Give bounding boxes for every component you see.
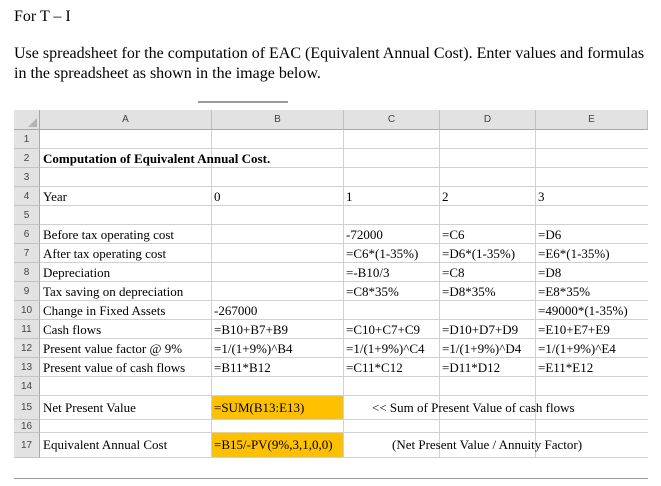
cell-a13[interactable]: Present value of cash flows bbox=[43, 360, 186, 375]
cell-a6[interactable]: Before tax operating cost bbox=[43, 227, 175, 242]
gridline bbox=[40, 419, 648, 420]
row-header-1[interactable]: 1 bbox=[14, 130, 40, 149]
cell-b15[interactable]: =SUM(B13:E13) bbox=[214, 400, 305, 415]
cell-a15[interactable]: Net Present Value bbox=[43, 400, 136, 415]
title-cell[interactable]: Computation of Equivalent Annual Cost. bbox=[43, 151, 271, 166]
cell-b11[interactable]: =B10+B7+B9 bbox=[214, 322, 289, 337]
cell-e12[interactable]: =1/(1+9%)^E4 bbox=[538, 341, 616, 356]
row-header-11[interactable]: 11 bbox=[14, 320, 40, 339]
cell-d12[interactable]: =1/(1+9%)^D4 bbox=[442, 341, 522, 356]
cell-b13[interactable]: =B11*B12 bbox=[214, 360, 271, 375]
cell-c13[interactable]: =C11*C12 bbox=[346, 360, 403, 375]
cell-b10[interactable]: -267000 bbox=[214, 303, 258, 318]
cell-c11[interactable]: =C10+C7+C9 bbox=[346, 322, 421, 337]
page-heading: For T – I bbox=[14, 8, 71, 25]
spreadsheet bbox=[14, 110, 648, 458]
cell-a17[interactable]: Equivalent Annual Cost bbox=[43, 437, 168, 452]
cell-a11[interactable]: Cash flows bbox=[43, 322, 102, 337]
gridline bbox=[40, 281, 648, 282]
row-header-4[interactable]: 4 bbox=[14, 187, 40, 206]
row-header-13[interactable]: 13 bbox=[14, 358, 40, 377]
cell-e10[interactable]: =49000*(1-35%) bbox=[538, 303, 628, 318]
gridline bbox=[40, 357, 648, 358]
cell-b17[interactable]: =B15/-PV(9%,3,1,0,0) bbox=[214, 437, 333, 452]
row-header-14[interactable]: 14 bbox=[14, 377, 40, 396]
column-header-b[interactable]: B bbox=[212, 110, 344, 130]
cell-e4[interactable]: 3 bbox=[538, 189, 545, 204]
cell-c8[interactable]: =-B10/3 bbox=[346, 265, 390, 280]
gridline bbox=[40, 395, 648, 396]
row-header-3[interactable]: 3 bbox=[14, 168, 40, 187]
cell-e7[interactable]: =E6*(1-35%) bbox=[538, 246, 610, 261]
row-header-15[interactable]: 15 bbox=[14, 396, 40, 420]
column-header-e[interactable]: E bbox=[536, 110, 648, 130]
cell-a10[interactable]: Change in Fixed Assets bbox=[43, 303, 166, 318]
cell-d11[interactable]: =D10+D7+D9 bbox=[442, 322, 519, 337]
cell-d8[interactable]: =C8 bbox=[442, 265, 465, 280]
cell-d13[interactable]: =D11*D12 bbox=[442, 360, 501, 375]
row-header-16[interactable]: 16 bbox=[14, 420, 40, 433]
bottom-divider bbox=[14, 478, 648, 479]
gridline bbox=[40, 205, 648, 206]
cell-c6[interactable]: -72000 bbox=[346, 227, 383, 242]
cell-d6[interactable]: =C6 bbox=[442, 227, 465, 242]
gridline bbox=[40, 262, 648, 263]
cell-a4[interactable]: Year bbox=[43, 189, 67, 204]
select-all-corner[interactable] bbox=[14, 110, 40, 130]
row-header-10[interactable]: 10 bbox=[14, 301, 40, 320]
cell-c7[interactable]: =C6*(1-35%) bbox=[346, 246, 419, 261]
cell-e9[interactable]: =E8*35% bbox=[538, 284, 591, 299]
row-header-9[interactable]: 9 bbox=[14, 282, 40, 301]
instructions-text: Use spreadsheet for the computation of EAC (Equivalent Annual Cost). Enter values and formulas in the spreadsheet as shown in the image below. bbox=[14, 45, 645, 82]
column-header-c[interactable]: C bbox=[344, 110, 440, 130]
cell-c9[interactable]: =C8*35% bbox=[346, 284, 399, 299]
gridline bbox=[40, 432, 648, 433]
cell-a9[interactable]: Tax saving on depreciation bbox=[43, 284, 184, 299]
row-header-6[interactable]: 6 bbox=[14, 225, 40, 244]
cell-a12[interactable]: Present value factor @ 9% bbox=[43, 341, 183, 356]
gridline bbox=[40, 243, 648, 244]
cell-e6[interactable]: =D6 bbox=[538, 227, 562, 242]
gridline bbox=[40, 457, 648, 458]
gridline bbox=[40, 224, 648, 225]
cell-d7[interactable]: =D6*(1-35%) bbox=[442, 246, 516, 261]
cell-d4[interactable]: 2 bbox=[442, 189, 449, 204]
cell-c15-note[interactable]: << Sum of Present Value of cash flows bbox=[372, 400, 575, 415]
cell-c4[interactable]: 1 bbox=[346, 189, 353, 204]
gridline bbox=[343, 130, 344, 458]
cell-e8[interactable]: =D8 bbox=[538, 265, 562, 280]
cell-c12[interactable]: =1/(1+9%)^C4 bbox=[346, 341, 425, 356]
cell-b12[interactable]: =1/(1+9%)^B4 bbox=[214, 341, 293, 356]
gridline bbox=[40, 338, 648, 339]
gridline bbox=[40, 319, 648, 320]
row-header-12[interactable]: 12 bbox=[14, 339, 40, 358]
gridline bbox=[40, 376, 648, 377]
row-header-17[interactable]: 17 bbox=[14, 433, 40, 458]
cell-a7[interactable]: After tax operating cost bbox=[43, 246, 167, 261]
column-header-d[interactable]: D bbox=[440, 110, 536, 130]
cell-b4[interactable]: 0 bbox=[214, 189, 221, 204]
gridline bbox=[40, 186, 648, 187]
row-header-2[interactable]: 2 bbox=[14, 149, 40, 168]
cell-c17-note[interactable]: (Net Present Value / Annuity Factor) bbox=[392, 437, 583, 452]
gridline bbox=[40, 148, 648, 149]
cell-e13[interactable]: =E11*E12 bbox=[538, 360, 594, 375]
row-header-5[interactable]: 5 bbox=[14, 206, 40, 225]
gridline bbox=[40, 167, 648, 168]
row-header-8[interactable]: 8 bbox=[14, 263, 40, 282]
row-header-7[interactable]: 7 bbox=[14, 244, 40, 263]
column-header-a[interactable]: A bbox=[40, 110, 212, 130]
cell-d9[interactable]: =D8*35% bbox=[442, 284, 496, 299]
cell-a8[interactable]: Depreciation bbox=[43, 265, 111, 280]
gridline bbox=[40, 300, 648, 301]
top-divider bbox=[198, 101, 288, 103]
cell-e11[interactable]: =E10+E7+E9 bbox=[538, 322, 610, 337]
